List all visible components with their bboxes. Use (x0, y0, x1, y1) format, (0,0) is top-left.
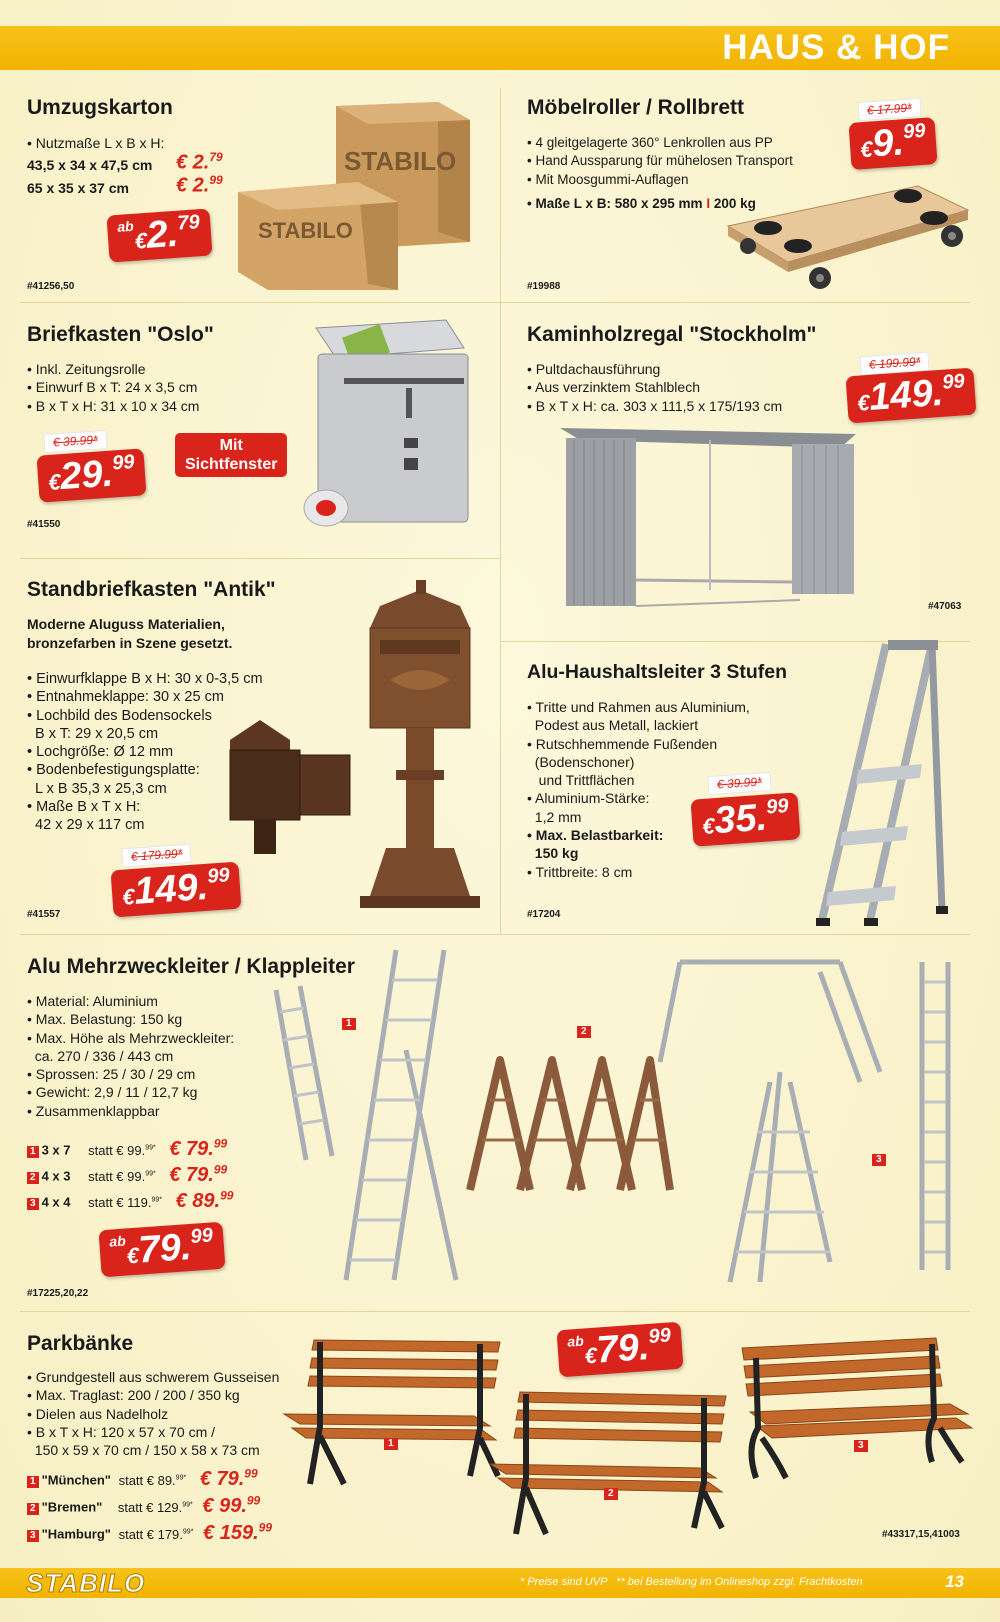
bullet-item: • Bodenbefestigungsplatte: (27, 762, 200, 779)
price-cents: 99 (206, 864, 231, 888)
price-value: € 2. (176, 151, 210, 174)
divider (20, 934, 970, 935)
cardboard-boxes-image (238, 92, 474, 290)
variant-price: € 79.99 (199, 1466, 258, 1490)
bullet-item: 150 x 59 x 70 cm / 150 x 58 x 73 cm (27, 1442, 260, 1459)
ladder-4x4-image (660, 952, 960, 1287)
price-cents: 99 (765, 795, 790, 819)
old-price: € 39.99* (43, 430, 107, 453)
variant-price-row (27, 1493, 260, 1518)
price-cents: 99 (209, 173, 223, 187)
variant-number: 3 (27, 1530, 39, 1542)
load-text: 200 kg (713, 196, 756, 211)
variant-label: 4 x 4 (41, 1194, 71, 1210)
price-currency: € (859, 136, 874, 163)
price-cents: 79 (209, 150, 223, 164)
price-tag (690, 792, 800, 846)
price-value: 149. (132, 865, 210, 913)
bullet-item: • Max. Belastung: 150 kg (27, 1011, 183, 1028)
product-title: Umzugskarton (27, 96, 173, 119)
bullet-item-dimensions (527, 194, 756, 213)
bullet-item: • Aus verzinktem Stahlblech (527, 379, 700, 396)
firewood-rack-image (560, 424, 860, 610)
variant-price-row (27, 1466, 258, 1491)
sku-number: #17204 (527, 909, 561, 920)
sku-number: #17225,20,22 (27, 1288, 89, 1299)
variant-number: 1 (27, 1146, 39, 1158)
price-currency: € (121, 883, 136, 910)
sku-number: #47063 (928, 601, 962, 612)
variant-number: 2 (27, 1503, 39, 1515)
variant-price-row (27, 1188, 233, 1213)
variant-number: 1 (27, 1476, 39, 1488)
variant-number: 3 (27, 1198, 39, 1210)
price-cents: 79 (176, 211, 201, 235)
variant-number: 2 (27, 1172, 39, 1184)
price-cents: 99 (111, 451, 136, 475)
price-currency: € (701, 813, 716, 840)
size-label: 43,5 x 34 x 47,5 cm (27, 157, 153, 173)
bullet-item: • B x T x H: ca. 303 x 111,5 x 175/193 cm (527, 397, 783, 414)
old-price: € 199.99* (859, 352, 930, 376)
variant-label: 4 x 3 (41, 1168, 71, 1184)
bullet-item: • Dielen aus Nadelholz (27, 1405, 169, 1422)
variant-price: € 79.99 (169, 1136, 228, 1160)
price-currency: € (856, 389, 871, 416)
price-tag (106, 208, 212, 262)
antique-post-mailbox-image (230, 580, 490, 912)
price-value: 29. (58, 452, 115, 499)
price-value: 149. (867, 371, 945, 419)
price-value: 79. (137, 1225, 193, 1272)
bullet-item: • Trittbreite: 8 cm (527, 863, 633, 880)
product-title: Kaminholzregal "Stockholm" (527, 323, 817, 346)
variant-price-row (27, 1136, 227, 1161)
bullet-item: • Sprossen: 25 / 30 / 29 cm (27, 1066, 196, 1083)
image-number: 1 (384, 1438, 398, 1450)
page-number: 13 (945, 1572, 964, 1591)
price-ab: ab (116, 217, 135, 235)
footer-logo: STABILO (26, 1568, 146, 1598)
price-tag (111, 862, 242, 918)
sku-number: #41256,50 (27, 281, 75, 292)
bullet-item: • Max. Belastbarkeit: (527, 827, 664, 844)
box-brand: STABILO (344, 146, 457, 176)
price-ab: ab (108, 1232, 127, 1250)
divider (20, 1311, 970, 1312)
price-value: 2. (145, 212, 180, 257)
product-title: Alu-Haushaltsleiter 3 Stufen (527, 661, 788, 683)
statt-price: statt € 129.$^{99*}$ (117, 1499, 193, 1515)
bullet-item: • B x T x H: 31 x 10 x 34 cm (27, 397, 200, 414)
price-tag (846, 368, 977, 424)
bullet-item: • Einwurfklappe B x H: 30 x 0-3,5 cm (27, 671, 263, 687)
page-title: HAUS & HOF (722, 28, 950, 67)
footer-note: * Preise sind UVP ** bei Bestellung im Onlineshop zzgl. Frachtkosten (520, 1576, 863, 1588)
bullet-item: • Max. Höhe als Mehrzweckleiter: (27, 1029, 235, 1046)
sku-number: #41550 (27, 519, 61, 530)
inline-price (176, 150, 223, 175)
bullet-item: • B x T x H: 120 x 57 x 70 cm / (27, 1423, 216, 1440)
step-ladder-image (812, 640, 948, 930)
image-number: 1 (342, 1018, 356, 1030)
bullet-item: • Mit Moosgummi-Auflagen (527, 171, 689, 187)
bullet-item: • Zusammenklappbar (27, 1102, 160, 1119)
bullet-list (27, 360, 199, 415)
inline-price (176, 173, 223, 198)
statt-price: statt € 99.$^{99*}$ (88, 1142, 156, 1158)
bullet-item: • Tritte und Rahmen aus Aluminium, (527, 699, 750, 715)
bullet-item: • Grundgestell aus schwerem Gusseisen (27, 1369, 280, 1385)
variant-label: "München" (41, 1472, 111, 1488)
price-tag (848, 117, 937, 170)
bullet-list (27, 1368, 279, 1459)
price-currency: € (125, 1242, 140, 1269)
price-value: 79. (595, 1325, 651, 1372)
price-cents: 99 (647, 1324, 672, 1348)
sku-number: #43317,15,41003 (882, 1529, 960, 1540)
bullet-item: • Lochbild des Bodensockels (27, 707, 212, 724)
bullet-item: • Gewicht: 2,9 / 11 / 12,7 kg (27, 1084, 198, 1101)
statt-price: statt € 119.$^{99*}$ (88, 1194, 162, 1210)
image-number: 2 (577, 1026, 591, 1038)
bench-bremen-image (490, 1388, 730, 1538)
price-cents: 99 (189, 1224, 214, 1248)
sku-number: #41557 (27, 909, 61, 920)
bullet-item: B x T: 29 x 20,5 cm (27, 725, 159, 742)
bullet-item: (Bodenschoner) (527, 753, 635, 770)
variant-label: "Hamburg" (41, 1526, 111, 1542)
product-title: Möbelroller / Rollbrett (527, 96, 745, 119)
statt-price: statt € 179.$^{99*}$ (118, 1526, 194, 1542)
separator: I (706, 196, 711, 211)
bullet-item: • Inkl. Zeitungsrolle (27, 361, 146, 377)
bullet-item: ca. 270 / 336 / 443 cm (27, 1047, 174, 1064)
variant-price-row (27, 1162, 227, 1187)
sku-number: #19988 (527, 281, 561, 292)
bullet-item: • Rutschhemmende Fußenden (527, 735, 718, 752)
furniture-dolly-image (728, 186, 972, 290)
product-title: Briefkasten "Oslo" (27, 323, 214, 346)
bullet-item: • Max. Traglast: 200 / 200 / 350 kg (27, 1387, 240, 1404)
divider (20, 302, 970, 303)
old-price: € 179.99* (121, 844, 192, 868)
bullet-item: • Pultdachausführung (527, 361, 661, 377)
price-cents: 99 (941, 370, 966, 394)
variant-label: "Bremen" (41, 1499, 103, 1515)
intro-text: Moderne Aluguss Materialien, (27, 616, 225, 632)
box-brand: STABILO (258, 218, 353, 243)
bullet-item: • Aluminium-Stärke: (527, 790, 650, 807)
image-number: 3 (872, 1154, 886, 1166)
bullet-item: • Entnahmeklappe: 30 x 25 cm (27, 689, 224, 706)
price-currency: € (47, 469, 62, 496)
bullet-item: Podest aus Metall, lackiert (527, 717, 699, 734)
product-title: Parkbänke (27, 1332, 134, 1355)
intro-text: bronzefarben in Szene gesetzt. (27, 635, 233, 651)
bench-hamburg-image (736, 1338, 972, 1488)
variant-price: € 79.99 (169, 1162, 228, 1186)
price-cents: 99 (902, 119, 927, 144)
bench-muenchen-image (284, 1336, 504, 1486)
price-tag (36, 448, 146, 502)
variant-price: € 159.99 (203, 1520, 273, 1544)
price-value: 35. (712, 796, 769, 843)
dimensions-text: • Maße L x B: 580 x 295 mm (527, 196, 703, 211)
bullet-list (527, 360, 782, 415)
mailbox-oslo-image (306, 318, 486, 540)
bullet-item: und Trittflächen (527, 772, 635, 789)
old-price: € 17.99* (857, 98, 921, 121)
statt-price: statt € 99.$^{99*}$ (88, 1168, 156, 1184)
bullet-item: 1,2 mm (527, 808, 582, 825)
bullet-item: • Hand Aussparung für mühelosen Transport (527, 153, 793, 169)
bullet-list (27, 992, 234, 1120)
bullet-item: • 4 gleitgelagerte 360° Lenkrollen aus PP (527, 135, 773, 150)
bullet-item: 42 x 29 x 117 cm (27, 817, 145, 834)
variant-price: € 89.99 (175, 1188, 234, 1212)
bullet-list (27, 670, 263, 835)
ladder-3x7-image (276, 950, 466, 1285)
old-price: € 39.99* (707, 772, 771, 795)
product-title: Standbriefkasten "Antik" (27, 578, 276, 601)
product-title: Alu Mehrzweckleiter / Klappleiter (27, 955, 355, 978)
variant-label: 3 x 7 (41, 1142, 71, 1158)
bullet-item: • Einwurf B x T: 24 x 3,5 cm (27, 379, 198, 396)
image-number: 2 (604, 1488, 618, 1500)
image-number: 3 (854, 1440, 868, 1452)
bullet-item: L x B 35,3 x 25,3 cm (27, 780, 167, 797)
variant-price: € 99.99 (202, 1493, 261, 1517)
bullet-item: • Material: Aluminium (27, 993, 158, 1009)
price-currency: € (583, 1342, 598, 1369)
price-ab: ab (566, 1332, 585, 1350)
bullet-item: 150 kg (527, 845, 579, 862)
bullet-item: • Maße B x T x H: (27, 799, 141, 816)
bullet-list (527, 134, 793, 189)
ladder-4x3-image (470, 1040, 680, 1230)
price-tag (99, 1222, 226, 1278)
price-currency: € (133, 227, 148, 254)
statt-price: statt € 89.$^{99*}$ (118, 1472, 187, 1488)
product-bullet: • Nutzmaße L x B x H: (27, 135, 165, 151)
size-label: 65 x 35 x 37 cm (27, 180, 129, 196)
variant-price-row (27, 1520, 272, 1545)
divider (500, 88, 501, 934)
price-value: € 2. (176, 174, 210, 197)
bullet-item: • Lochgröße: Ø 12 mm (27, 744, 174, 761)
divider (20, 558, 500, 559)
sichtfenster-badge: Mit Sichtfenster (175, 433, 287, 477)
price-tag (557, 1322, 684, 1378)
price-value: 9. (870, 121, 906, 166)
